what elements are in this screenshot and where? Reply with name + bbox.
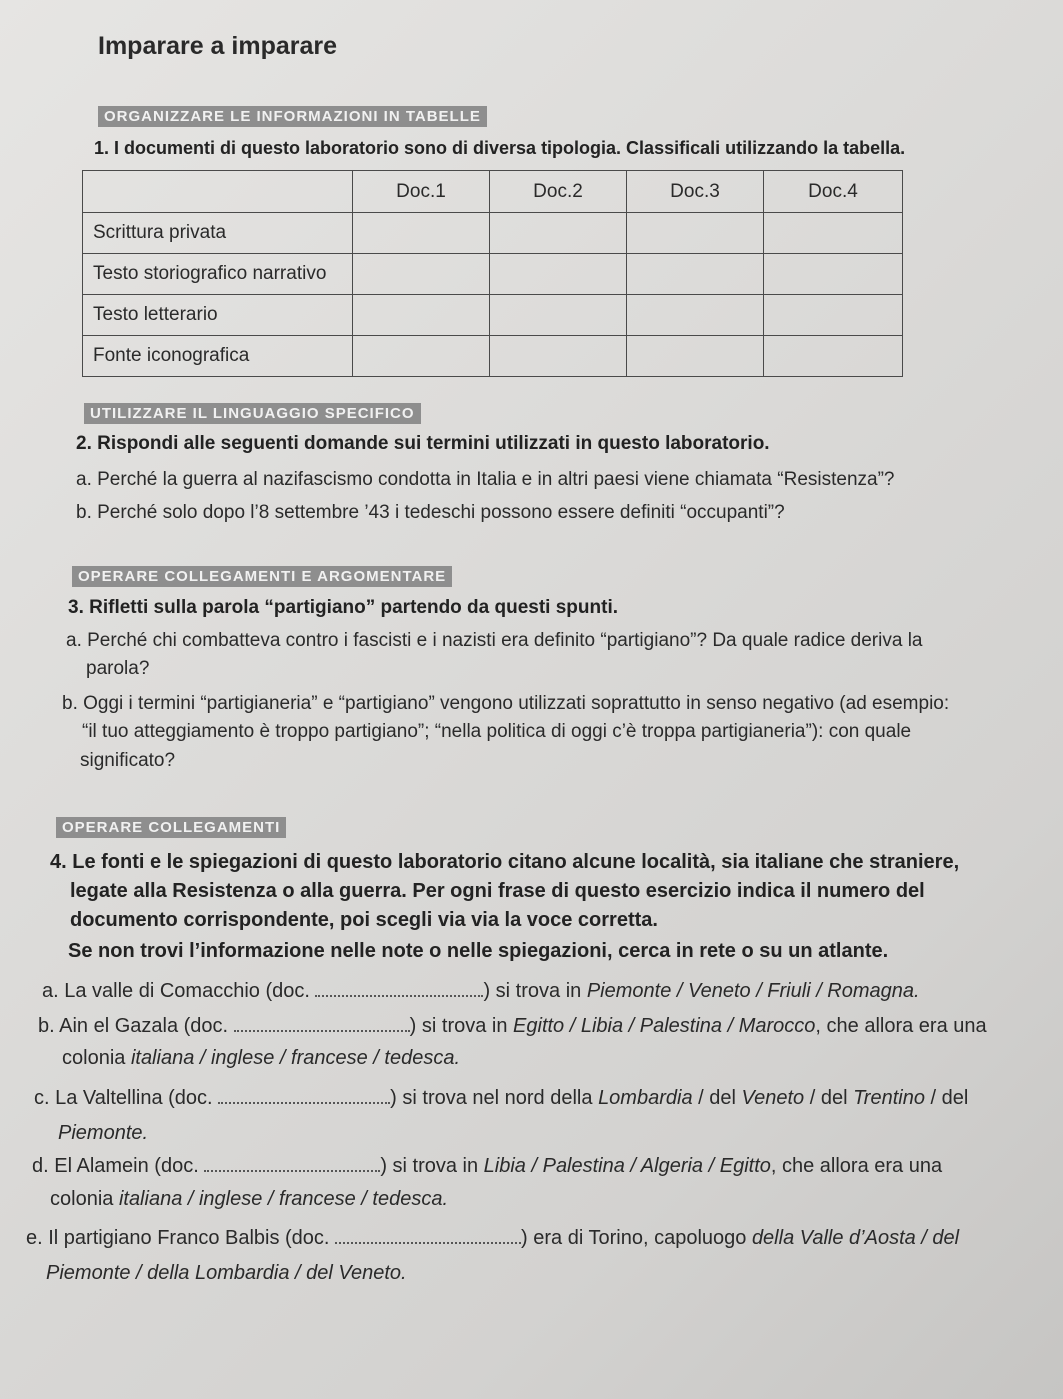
question-3a-line2: parola?	[86, 658, 150, 679]
item-4c-option-lombardia[interactable]: Lombardia	[598, 1087, 693, 1109]
cell-empty[interactable]	[627, 213, 764, 254]
row-label-scrittura-privata: Scrittura privata	[83, 213, 353, 254]
item-4c-sep3: / del	[924, 1087, 969, 1109]
item-4d2-prefix: colonia	[50, 1188, 119, 1210]
item-4b2-prefix: colonia	[62, 1047, 131, 1069]
cell-empty[interactable]	[764, 295, 903, 336]
cell-empty[interactable]	[353, 254, 490, 295]
item-4c-prefix: c. La Valtellina (doc.	[34, 1087, 219, 1109]
item-4b2-options[interactable]: italiana / inglese / francese / tedesca.	[130, 1047, 461, 1069]
question-2: 2. Rispondi alle seguenti domande sui termini utilizzati in questo laboratorio.	[76, 433, 770, 454]
item-4d-line2	[50, 1188, 448, 1211]
question-4-line3: documento corrispondente, poi scegli via via la voce corretta.	[70, 909, 658, 931]
table-row	[83, 254, 903, 295]
cell-empty[interactable]	[490, 254, 627, 295]
item-4c-option-piemonte[interactable]: Piemonte.	[58, 1122, 149, 1144]
item-4c	[34, 1087, 968, 1110]
cell-empty[interactable]	[627, 336, 764, 377]
cell-empty[interactable]	[353, 213, 490, 254]
item-4e-mid: ) era di Torino, capoluogo	[521, 1227, 752, 1249]
item-4b	[38, 1015, 987, 1038]
cell-empty[interactable]	[353, 336, 490, 377]
answer-blank-4a[interactable]	[315, 981, 483, 997]
item-4c-option-trentino[interactable]: Trentino	[853, 1087, 925, 1109]
item-4a	[42, 980, 920, 1003]
answer-blank-4c[interactable]	[218, 1088, 390, 1104]
cell-empty[interactable]	[764, 254, 903, 295]
cell-empty[interactable]	[490, 336, 627, 377]
question-2b: b. Perché solo dopo l’8 settembre ’43 i tedeschi possono essere definiti “occupanti”?	[76, 502, 785, 523]
question-3b-line3: significato?	[80, 750, 176, 771]
item-4c-option-veneto[interactable]: Veneto	[741, 1087, 805, 1109]
item-4c-sep2: / del	[804, 1087, 854, 1109]
header-doc-3: Doc.3	[627, 171, 764, 213]
section-label-linguaggio: UTILIZZARE IL LINGUAGGIO SPECIFICO	[84, 403, 421, 424]
cell-empty[interactable]	[627, 254, 764, 295]
item-4e-prefix: e. Il partigiano Franco Balbis (doc.	[26, 1227, 336, 1249]
answer-blank-4e[interactable]	[335, 1228, 521, 1244]
item-4d-tail: , che allora era una	[770, 1155, 943, 1177]
page-title: Imparare a imparare	[98, 32, 338, 60]
item-4b-mid: ) si trova in	[409, 1015, 514, 1037]
item-4e-line2	[46, 1262, 407, 1285]
item-4a-options[interactable]: Piemonte / Veneto / Friuli / Romagna.	[586, 980, 920, 1002]
row-label-testo-letterario: Testo letterario	[83, 295, 353, 336]
question-4-line4: Se non trovi l’informazione nelle note o nelle spiegazioni, cerca in rete o su un atlante.	[68, 940, 889, 962]
question-3a-line1: a. Perché chi combatteva contro i fascisti e i nazisti era definito “partigiano”? Da quale radice deriva la	[66, 630, 923, 651]
item-4c-sep1: / del	[692, 1087, 742, 1109]
header-doc-1: Doc.1	[353, 171, 490, 213]
item-4b-options[interactable]: Egitto / Libia / Palestina / Marocco	[513, 1015, 816, 1037]
item-4e	[26, 1227, 959, 1250]
question-3b-line2: “il tuo atteggiamento è troppo partigiano”; “nella politica di oggi c’è troppa partigianeria”): con quale	[82, 721, 912, 742]
item-4d-prefix: d. El Alamein (doc.	[32, 1155, 205, 1177]
question-4-line2: legate alla Resistenza o alla guerra. Per ogni frase di questo esercizio indica il numero del	[70, 880, 925, 902]
item-4b-tail: , che allora era una	[815, 1015, 987, 1037]
table-header-row	[83, 171, 903, 213]
item-4a-mid: ) si trova in	[483, 980, 587, 1002]
question-3b-line1: b. Oggi i termini “partigianeria” e “partigiano” vengono utilizzati soprattutto in senso negativo (ad esempio:	[62, 693, 950, 714]
cell-empty[interactable]	[353, 295, 490, 336]
item-4a-prefix: a. La valle di Comacchio (doc.	[42, 980, 316, 1002]
cell-empty[interactable]	[490, 295, 627, 336]
header-doc-2: Doc.2	[490, 171, 627, 213]
table-row	[83, 336, 903, 377]
item-4b-line2	[62, 1047, 460, 1070]
header-doc-4: Doc.4	[764, 171, 903, 213]
section-label-argomentare: OPERARE COLLEGAMENTI E ARGOMENTARE	[72, 566, 452, 587]
row-label-testo-storiografico: Testo storiografico narrativo	[83, 254, 353, 295]
question-2a: a. Perché la guerra al nazifascismo condotta in Italia e in altri paesi viene chiamata “Resistenza”?	[76, 469, 895, 490]
item-4e-options-line2[interactable]: Piemonte / della Lombardia / del Veneto.	[46, 1262, 407, 1284]
section-label-tables: ORGANIZZARE LE INFORMAZIONI IN TABELLE	[98, 106, 487, 127]
question-1: 1. I documenti di questo laboratorio sono di diversa tipologia. Classificali utilizzando la tabella.	[94, 138, 906, 158]
cell-empty[interactable]	[764, 336, 903, 377]
item-4d-options[interactable]: Libia / Palestina / Algeria / Egitto	[483, 1155, 771, 1177]
table-row	[83, 295, 903, 336]
item-4e-options[interactable]: della Valle d’Aosta / del	[751, 1227, 960, 1249]
question-3: 3. Rifletti sulla parola “partigiano” partendo da questi spunti.	[68, 597, 619, 618]
section-label-collegamenti: OPERARE COLLEGAMENTI	[56, 817, 286, 838]
cell-empty[interactable]	[764, 213, 903, 254]
table-row	[83, 213, 903, 254]
classification-table	[82, 170, 903, 377]
answer-blank-4b[interactable]	[234, 1016, 410, 1032]
row-label-fonte-iconografica: Fonte iconografica	[83, 336, 353, 377]
item-4b-prefix: b. Ain el Gazala (doc.	[38, 1015, 234, 1037]
item-4c-line2	[58, 1122, 148, 1145]
item-4d2-options[interactable]: italiana / inglese / francese / tedesca.	[118, 1188, 449, 1210]
question-4-line1: 4. Le fonti e le spiegazioni di questo laboratorio citano alcune località, sia italiane che straniere,	[50, 851, 960, 873]
table-corner-cell	[83, 171, 353, 213]
cell-empty[interactable]	[490, 213, 627, 254]
item-4c-mid: ) si trova nel nord della	[390, 1087, 599, 1109]
answer-blank-4d[interactable]	[204, 1156, 380, 1172]
cell-empty[interactable]	[627, 295, 764, 336]
item-4d-mid: ) si trova in	[380, 1155, 484, 1177]
item-4d	[32, 1155, 942, 1178]
